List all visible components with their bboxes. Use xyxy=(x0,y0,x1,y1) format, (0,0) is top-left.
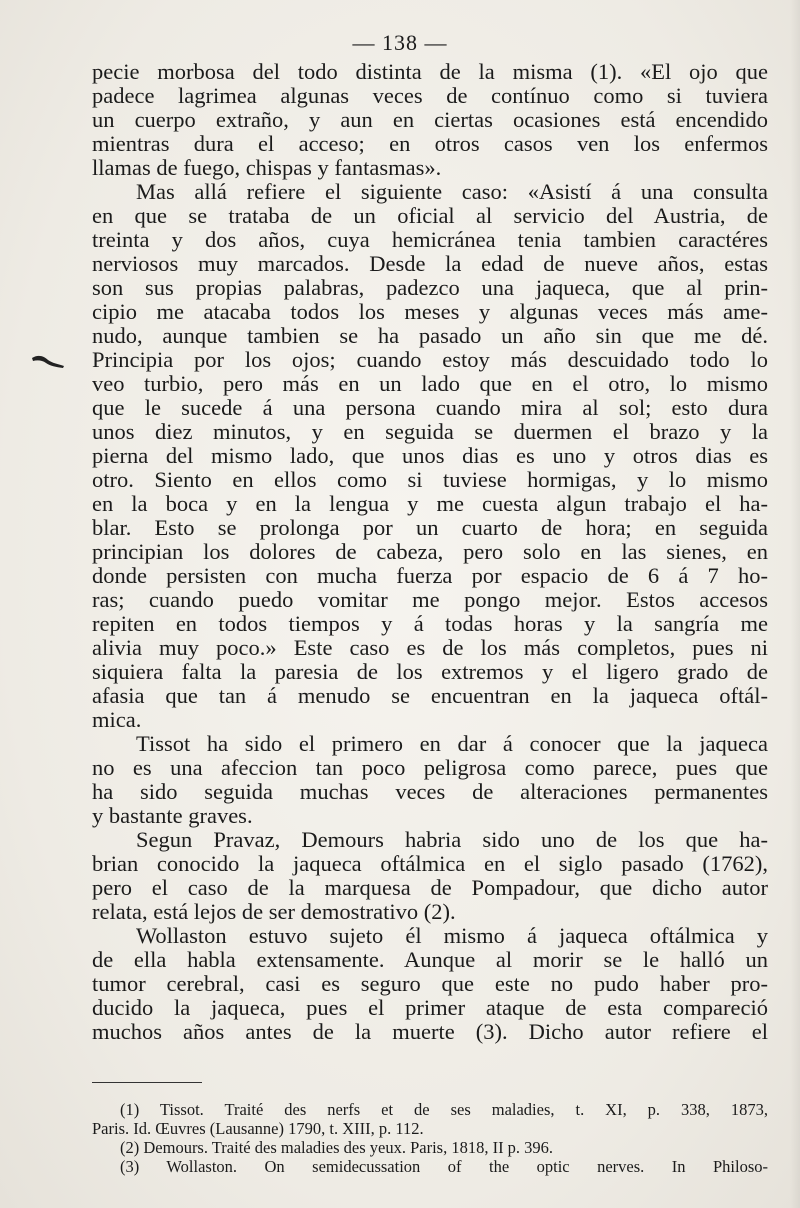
text-line: relata, está lejos de ser demostrativo (2). xyxy=(92,899,456,924)
text-line: Principia por los ojos; cuando estoy más descuidado todo lo xyxy=(92,347,768,372)
text-line: que le sucede á una persona cuando mira al sol; esto dura xyxy=(92,395,768,420)
margin-mark-icon xyxy=(30,352,66,370)
text-line: donde persisten con mucha fuerza por espacio de 6 á 7 ho- xyxy=(92,563,768,588)
page-edge-shadow xyxy=(790,0,800,1208)
text-line: treinta y dos años, cuya hemicránea tenia tambien caractéres xyxy=(92,227,768,252)
text-line: padece lagrimea algunas veces de contínuo como si tuviera xyxy=(92,83,768,108)
text-line: en la boca y en la lengua y me cuesta algun trabajo el ha- xyxy=(92,491,768,516)
text-line: ha sido seguida muchas veces de alteraciones permanentes xyxy=(92,779,768,804)
text-line: pierna del mismo lado, que unos dias es uno y otros dias es xyxy=(92,443,768,468)
text-line: llamas de fuego, chispas y fantasmas». xyxy=(92,155,442,180)
text-line: ras; cuando puedo vomitar me pongo mejor. Estos accesos xyxy=(92,587,768,612)
footnote-line: (3) Wollaston. On semidecussation of the optic nerves. In Philoso- xyxy=(120,1157,768,1176)
footnote-rule xyxy=(92,1082,202,1083)
text-line: unos diez minutos, y en seguida se duermen el brazo y la xyxy=(92,419,768,444)
text-line: ducido la jaqueca, pues el primer ataque de esta compareció xyxy=(92,995,768,1020)
page-number: — 138 — xyxy=(352,30,448,55)
text-line: pero el caso de la marquesa de Pompadour, que dicho autor xyxy=(92,875,768,900)
text-line: Wollaston estuvo sujeto él mismo á jaqueca oftálmica y xyxy=(136,923,768,948)
text-line: no es una afeccion tan poco peligrosa como parece, pues que xyxy=(92,755,768,780)
text-line: de ella habla extensamente. Aunque al morir se le halló un xyxy=(92,947,768,972)
text-line: brian conocido la jaqueca oftálmica en el siglo pasado (1762), xyxy=(92,851,768,876)
text-line: nerviosos muy marcados. Desde la edad de nueve años, estas xyxy=(92,251,768,276)
text-line: y bastante graves. xyxy=(92,803,253,828)
text-line: alivia muy poco.» Este caso es de los más completos, pues ni xyxy=(92,635,768,660)
footnote-line: (1) Tissot. Traité des nerfs et de ses maladies, t. XI, p. 338, 1873, xyxy=(120,1100,768,1119)
text-line: son sus propias palabras, padezco una jaqueca, que al prin- xyxy=(92,275,768,300)
text-line: pecie morbosa del todo distinta de la misma (1). «El ojo que xyxy=(92,59,768,84)
text-line: nudo, aunque tambien se ha pasado un año sin que me dé. xyxy=(92,323,768,348)
text-line: afasia que tan á menudo se encuentran en la jaqueca oftál- xyxy=(92,683,768,708)
text-line: muchos años antes de la muerte (3). Dicho autor refiere el xyxy=(92,1019,768,1044)
footnote-line: (2) Demours. Traité des maladies des yeux. Paris, 1818, II p. 396. xyxy=(120,1138,554,1157)
text-line: un cuerpo extraño, y aun en ciertas ocasiones está encendido xyxy=(92,107,768,132)
text-line: Tissot ha sido el primero en dar á conocer que la jaqueca xyxy=(136,731,768,756)
body-text xyxy=(92,60,768,1044)
text-line: otro. Siento en ellos como si tuviese hormigas, y lo mismo xyxy=(92,467,768,492)
text-line: veo turbio, pero más en un lado que en el otro, lo mismo xyxy=(92,371,768,396)
text-line: tumor cerebral, casi es seguro que este no pudo haber pro- xyxy=(92,971,768,996)
text-line: blar. Esto se prolonga por un cuarto de hora; en seguida xyxy=(92,515,768,540)
text-line: principian los dolores de cabeza, pero solo en las sienes, en xyxy=(92,539,768,564)
text-line: mica. xyxy=(92,707,142,732)
text-line: siquiera falta la paresia de los extremos y el ligero grado de xyxy=(92,659,768,684)
text-line: en que se trataba de un oficial al servicio del Austria, de xyxy=(92,203,768,228)
text-line: repiten en todos tiempos y á todas horas y la sangría me xyxy=(92,611,768,636)
text-line: mientras dura el acceso; en otros casos ven los enfermos xyxy=(92,131,768,156)
footnote-line: Paris. Id. Œuvres (Lausanne) 1790, t. XIII, p. 112. xyxy=(92,1119,424,1138)
text-line: Segun Pravaz, Demours habria sido uno de los que ha- xyxy=(136,827,768,852)
footnotes xyxy=(92,1100,768,1176)
text-line: cipio me atacaba todos los meses y algunas veces más ame- xyxy=(92,299,768,324)
text-line: Mas allá refiere el siguiente caso: «Asistí á una consulta xyxy=(136,179,768,204)
